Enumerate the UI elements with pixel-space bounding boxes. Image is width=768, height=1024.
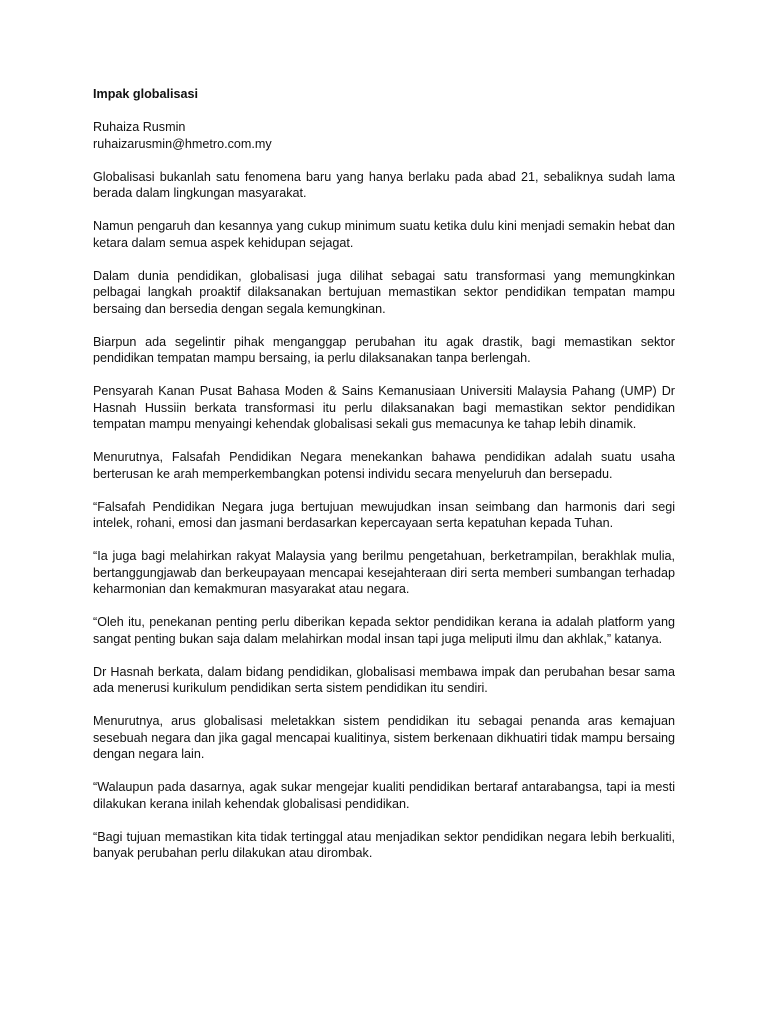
paragraph: “Bagi tujuan memastikan kita tidak tertinggal atau menjadikan sektor pendidikan negara lebih berkualiti, banyak perubahan perlu dilakukan atau dirombak.	[93, 829, 675, 860]
paragraph: Dalam dunia pendidikan, globalisasi juga dilihat sebagai satu transformasi yang memungkinkan pelbagai langkah proaktif dilaksanakan bertujuan memastikan sektor pendidikan tempatan mampu bersaing dan bersedia dengan segala kemungkinan.	[93, 268, 675, 316]
paragraph: Menurutnya, arus globalisasi meletakkan sistem pendidikan itu sebagai penanda aras kemajuan sesebuah negara dan jika gagal mencapai kualitinya, sistem berkenaan dikhuatiri tidak mampu bersaing dengan negara lain.	[93, 714, 675, 761]
paragraph: Pensyarah Kanan Pusat Bahasa Moden & Sains Kemanusiaan Universiti Malaysia Pahang (UMP) Dr Hasnah Hussiin berkata transformasi itu perlu dilaksanakan bagi memastikan sektor pendidikan tempatan mampu menyaingi kehendak globalisasi sekali gus memacunya ke tahap lebih dinamik.	[93, 384, 675, 431]
paragraph: “Walaupun pada dasarnya, agak sukar mengejar kualiti pendidikan bertaraf antarabangsa, tapi ia mesti dilakukan kerana inilah kehendak globalisasi pendidikan.	[93, 780, 675, 811]
paragraph: “Falsafah Pendidikan Negara juga bertujuan mewujudkan insan seimbang dan harmonis dari segi intelek, rohani, emosi dan jasmani berdasarkan kepercayaan serta kepatuhan kepada Tuhan.	[93, 499, 675, 530]
paragraph: Biarpun ada segelintir pihak menganggap perubahan itu agak drastik, bagi memastikan sektor pendidikan tempatan mampu bersaing, ia perlu dilaksanakan tanpa berlengah.	[93, 334, 675, 365]
author-block	[93, 119, 675, 152]
paragraph: Globalisasi bukanlah satu fenomena baru yang hanya berlaku pada abad 21, sebaliknya sudah lama berada dalam lingkungan masyarakat.	[93, 169, 675, 200]
paragraph: “Oleh itu, penekanan penting perlu diberikan kepada sektor pendidikan kerana ia adalah platform yang sangat penting bukan saja dalam melahirkan modal insan tapi juga meliputi ilmu dan akhlak,” katanya.	[93, 615, 675, 646]
author-name: Ruhaiza Rusmin	[93, 120, 186, 134]
article-title: Impak globalisasi	[93, 87, 198, 101]
paragraph: Menurutnya, Falsafah Pendidikan Negara menekankan bahawa pendidikan adalah suatu usaha berterusan ke arah memperkembangkan potensi individu secara menyeluruh dan bersepadu.	[93, 450, 675, 481]
paragraph: Namun pengaruh dan kesannya yang cukup minimum suatu ketika dulu kini menjadi semakin hebat dan ketara dalam semua aspek kehidupan sejagat.	[93, 219, 675, 250]
author-email: ruhaizarusmin@hmetro.com.my	[93, 136, 272, 151]
paragraph: Dr Hasnah berkata, dalam bidang pendidikan, globalisasi membawa impak dan perubahan besar sama ada menerusi kurikulum pendidikan serta sistem pendidikan itu sendiri.	[93, 664, 675, 695]
paragraph: “Ia juga bagi melahirkan rakyat Malaysia yang berilmu pengetahuan, berketrampilan, berakhlak mulia, bertanggungjawab dan berkeupayaan mencapai kesejahteraan diri serta memberi sumbangan terhadap keharmonian dan kemakmuran masyarakat atau negara.	[93, 549, 675, 596]
